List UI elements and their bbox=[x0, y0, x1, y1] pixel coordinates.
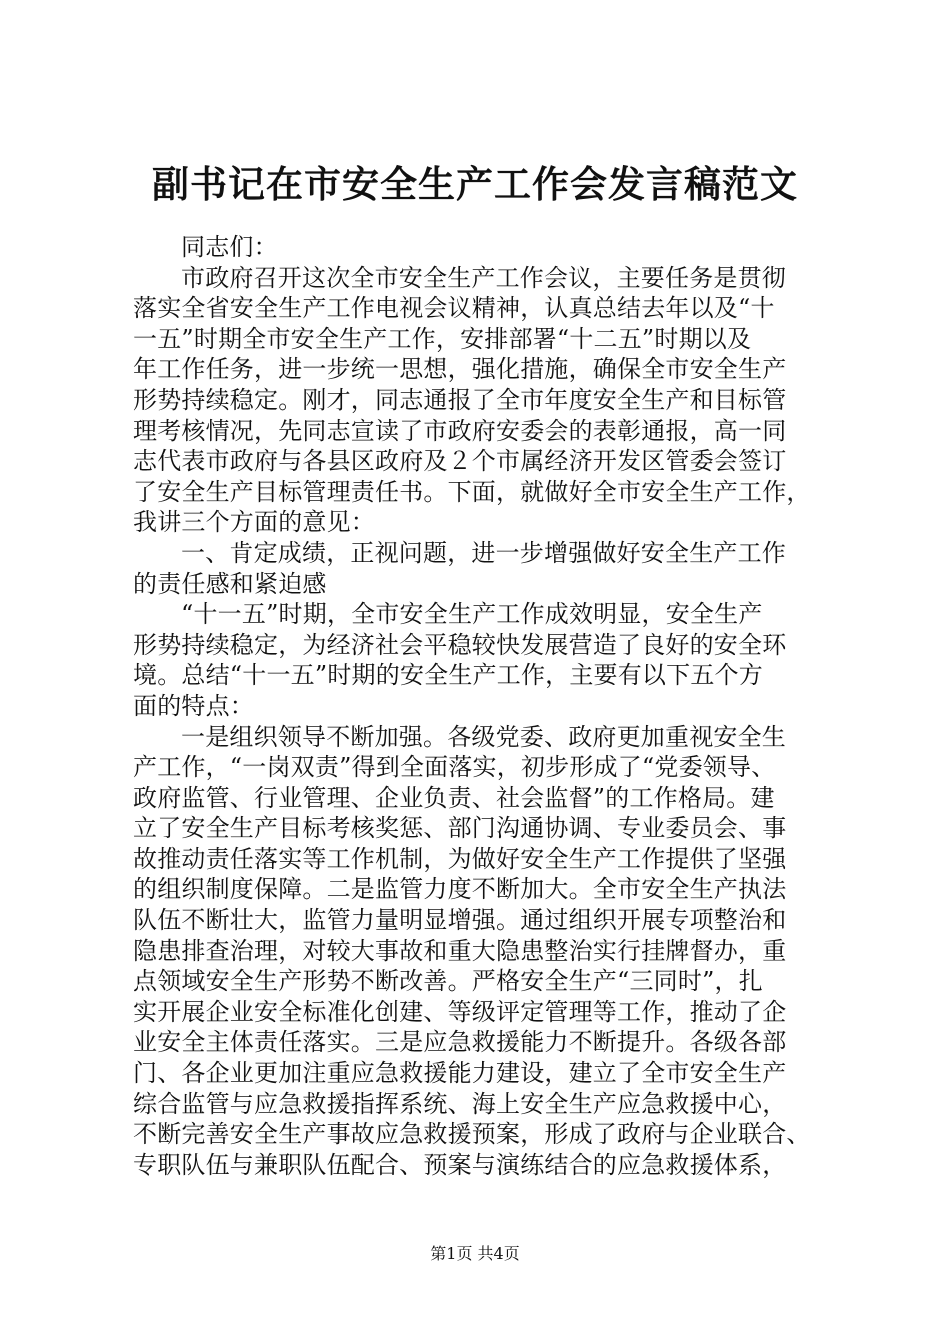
paragraph-line: 综合监管与应急救援指挥系统、海上安全生产应急救援中心， bbox=[133, 1089, 787, 1118]
paragraph-line: 业安全主体责任落实。三是应急救援能力不断提升。各级各部 bbox=[133, 1028, 787, 1057]
salutation-line: 同志们： bbox=[181, 233, 278, 261]
paragraph-line: 市政府召开这次全市安全生产工作会议，主要任务是贯彻 bbox=[181, 263, 786, 292]
paragraph-line: 年工作任务，进一步统一思想，强化措施，确保全市安全生产 bbox=[133, 355, 787, 384]
paragraph-line: 落实全省安全生产工作电视会议精神，认真总结去年以及“十 bbox=[133, 294, 775, 323]
paragraph-line: “十一五”时期，全市安全生产工作成效明显，安全生产 bbox=[181, 600, 763, 629]
paragraph-line: 立了安全生产目标考核奖惩、部门沟通协调、专业委员会、事 bbox=[133, 814, 787, 843]
document-title: 副书记在市安全生产工作会发言稿范文 bbox=[152, 162, 798, 206]
page-number-footer: 第1页 共4页 bbox=[430, 1244, 520, 1263]
paragraph-line: 隐患排查治理，对较大事故和重大隐患整治实行挂牌督办，重 bbox=[133, 936, 787, 965]
document-body bbox=[133, 232, 833, 1180]
paragraph-line: 队伍不断壮大，监管力量明显增强。通过组织开展专项整治和 bbox=[133, 906, 787, 935]
paragraph-line: 形势持续稳定。刚才，同志通报了全市年度安全生产和目标管 bbox=[133, 385, 787, 414]
paragraph-line: 点领域安全生产形势不断改善。严格安全生产“三同时”，扎 bbox=[133, 967, 763, 996]
paragraph-line: 境。总结“十一五”时期的安全生产工作，主要有以下五个方 bbox=[133, 661, 763, 690]
paragraph-line: 面的特点： bbox=[133, 691, 254, 720]
paragraph-line: 的组织制度保障。二是监管力度不断加大。全市安全生产执法 bbox=[133, 875, 787, 904]
paragraph-line: 产工作，“一岗双责”得到全面落实，初步形成了“党委领导、 bbox=[133, 753, 776, 782]
paragraph-line: 我讲三个方面的意见： bbox=[133, 508, 375, 537]
paragraph-line: 一五”时期全市安全生产工作，安排部署“十二五”时期以及 bbox=[133, 324, 752, 353]
section-heading-line: 的责任感和紧迫感 bbox=[133, 569, 327, 598]
paragraph-line: 了安全生产目标管理责任书。下面，就做好全市安全生产工作， bbox=[133, 477, 811, 506]
paragraph-line: 故推动责任落实等工作机制，为做好安全生产工作提供了坚强 bbox=[133, 844, 787, 873]
section-heading-line: 一、肯定成绩，正视问题，进一步增强做好安全生产工作 bbox=[181, 538, 786, 567]
paragraph-line: 一是组织领导不断加强。各级党委、政府更加重视安全生 bbox=[181, 722, 786, 751]
paragraph-line: 政府监管、行业管理、企业负责、社会监督”的工作格局。建 bbox=[133, 783, 775, 812]
paragraph-line: 实开展企业安全标准化创建、等级评定管理等工作，推动了企 bbox=[133, 997, 787, 1026]
paragraph-line: 形势持续稳定，为经济社会平稳较快发展营造了良好的安全环 bbox=[133, 630, 787, 659]
paragraph-line: 志代表市政府与各县区政府及２个市属经济开发区管委会签订 bbox=[133, 447, 787, 476]
paragraph-line: 不断完善安全生产事故应急救援预案，形成了政府与企业联合、 bbox=[133, 1120, 811, 1149]
paragraph-line: 理考核情况，先同志宣读了市政府安委会的表彰通报，高一同 bbox=[133, 416, 787, 445]
paragraph-line: 门、各企业更加注重应急救援能力建设，建立了全市安全生产 bbox=[133, 1059, 787, 1088]
paragraph-line: 专职队伍与兼职队伍配合、预案与演练结合的应急救援体系， bbox=[133, 1150, 787, 1179]
